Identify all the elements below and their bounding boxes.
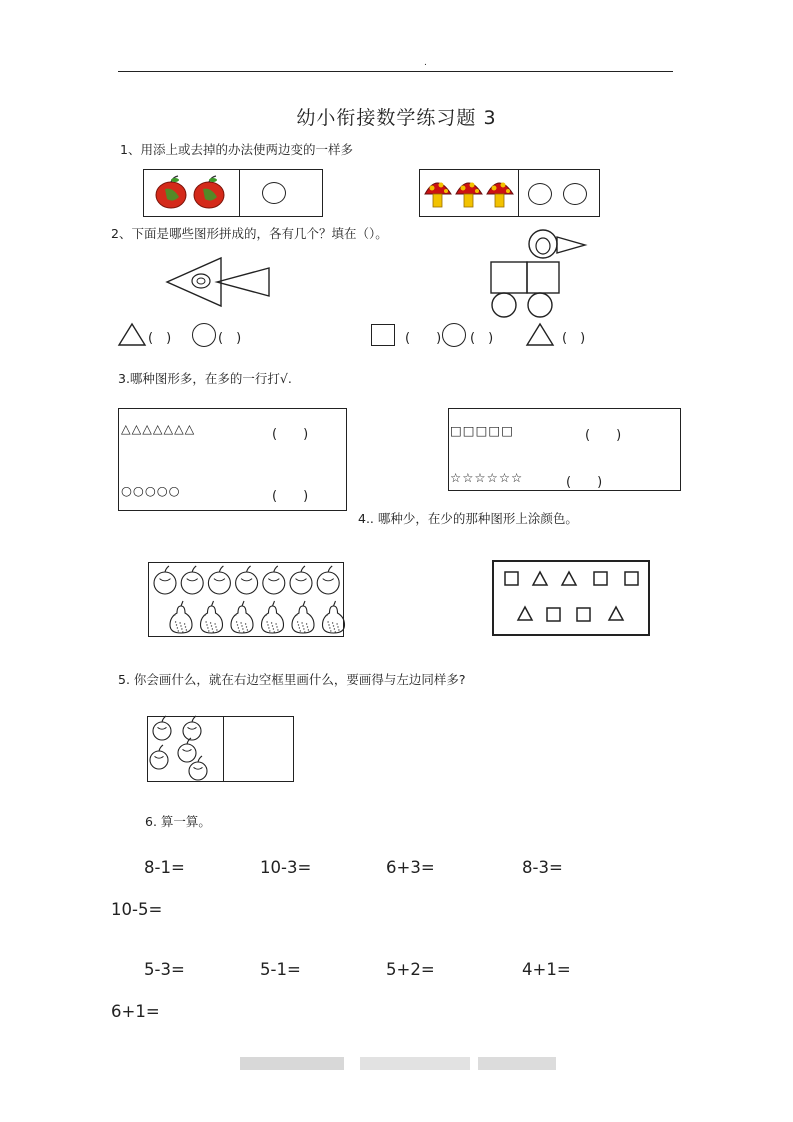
circle-shape (192, 274, 210, 288)
triangle-row: △△△△△△△ (121, 421, 196, 436)
q4-shape-drawing (492, 560, 650, 636)
header-dot: . (424, 58, 427, 68)
apple-outline-icon (263, 566, 285, 594)
circle-shape (262, 182, 286, 204)
question-1: 1、用添上或去掉的办法使两边变的一样多 (120, 142, 353, 157)
mushroom-icon (487, 183, 513, 208)
apple-outline-icon (290, 566, 312, 594)
square-row: □□□□□ (450, 423, 515, 438)
equation: 5-3= (144, 960, 185, 979)
square-shape (527, 262, 559, 293)
question-6: 6. 算一算。 (145, 814, 211, 829)
apple-outline-icon (317, 566, 339, 594)
circle-shape (536, 238, 550, 254)
answer-slot[interactable]: ( ) (405, 331, 442, 346)
footer-watermark (478, 1057, 556, 1070)
square-shape (594, 572, 607, 585)
circle-shape (492, 293, 516, 317)
equation: 6+1= (111, 1002, 160, 1021)
answer-slot[interactable]: ( ) (218, 331, 242, 346)
pear-icon (231, 601, 253, 633)
answer-slot[interactable]: ( ) (148, 331, 172, 346)
answer-slot[interactable]: ( ) (272, 489, 309, 504)
equation: 8-3= (522, 858, 563, 877)
pear-icon (262, 601, 284, 633)
apple-outline-icon (154, 566, 176, 594)
q1-right-divider (518, 169, 519, 217)
square-shape (577, 608, 590, 621)
q2-vehicle-figure (488, 227, 588, 319)
answer-slot[interactable]: ( ) (470, 331, 494, 346)
q4-fruit-drawing (148, 562, 344, 637)
equation: 5+2= (386, 960, 435, 979)
header-rule (118, 71, 673, 72)
triangle-shape (217, 268, 269, 296)
star-row: ☆☆☆☆☆☆ (450, 470, 524, 485)
question-4: 4.. 哪种少，在少的那种图形上涂颜色。 (358, 511, 578, 526)
equation: 4+1= (522, 960, 571, 979)
triangle-shape (557, 237, 585, 253)
triangle-icon (526, 323, 554, 347)
question-5: 5. 你会画什么，就在右边空框里画什么，要画得与左边同样多? (118, 672, 466, 687)
footer-watermark (240, 1057, 344, 1070)
circle-icon (192, 323, 216, 347)
page-title: 幼小衔接数学练习题 3 (296, 107, 497, 129)
triangle-shape (562, 572, 576, 585)
triangle-shape (533, 572, 547, 585)
apple-icon (194, 176, 224, 208)
question-3: 3.哪种图形多，在多的一行打√. (118, 371, 292, 386)
q2-fish-figure (165, 258, 275, 318)
circle-shape (563, 183, 587, 205)
apple-outline-icon (178, 738, 196, 762)
answer-slot[interactable]: ( ) (566, 475, 603, 490)
apple-outline-icon (183, 716, 201, 740)
apple-icon (156, 176, 186, 208)
apple-outline-icon (208, 566, 230, 594)
q5-apple-drawing (147, 716, 223, 782)
circle-shape (528, 183, 552, 205)
triangle-shape (167, 258, 221, 306)
q5-divider (223, 716, 224, 782)
equation: 6+3= (386, 858, 435, 877)
apple-icons (153, 175, 233, 213)
circle-row: ○○○○○ (121, 483, 181, 498)
circle-icon (442, 323, 466, 347)
mushroom-icons (423, 174, 517, 214)
q1-left-divider (239, 169, 240, 217)
mushroom-icon (425, 183, 451, 208)
apple-outline-icon (153, 716, 171, 740)
equation: 8-1= (144, 858, 185, 877)
pear-icon (323, 601, 345, 633)
triangle-shape (609, 607, 623, 620)
answer-slot[interactable]: ( ) (562, 331, 586, 346)
triangle-icon (118, 323, 146, 347)
apple-outline-icon (189, 756, 207, 780)
pear-icon (292, 601, 314, 633)
equation: 10-3= (260, 858, 312, 877)
triangle-shape (518, 607, 532, 620)
pear-icon (170, 601, 192, 633)
apple-outline-icon (150, 745, 168, 769)
square-shape (505, 572, 518, 585)
apple-outline-icon (236, 566, 258, 594)
square-shape (547, 608, 560, 621)
apple-outline-icon (181, 566, 203, 594)
footer-watermark (360, 1057, 470, 1070)
square-shape (625, 572, 638, 585)
square-icon (371, 324, 395, 346)
answer-slot[interactable]: ( ) (585, 428, 622, 443)
equation: 5-1= (260, 960, 301, 979)
q5-draw-area[interactable] (225, 718, 291, 780)
pear-icon (201, 601, 223, 633)
answer-slot[interactable]: ( ) (272, 427, 309, 442)
equation: 10-5= (111, 900, 163, 919)
circle-shape (528, 293, 552, 317)
mushroom-icon (456, 183, 482, 208)
circle-shape (197, 278, 205, 284)
square-shape (491, 262, 527, 293)
question-2: 2、下面是哪些图形拼成的，各有几个？填在（）。 (111, 226, 388, 241)
